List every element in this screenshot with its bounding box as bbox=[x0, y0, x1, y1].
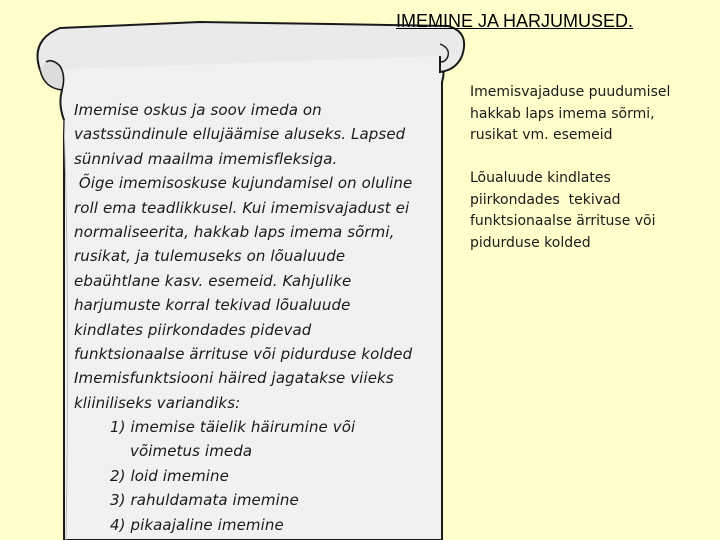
main-text-line: rusikat, ja tulemuseks on lõualuude bbox=[74, 247, 346, 266]
list-item: 1) imemise täielik häirumine või bbox=[110, 418, 356, 437]
side-note-line: funktsionaalse ärrituse või bbox=[470, 213, 656, 229]
list-item-continuation: võimetus imeda bbox=[130, 442, 253, 461]
main-text-line: harjumuste korral tekivad lõualuude bbox=[74, 296, 351, 315]
side-note-line: Imemisvajaduse puudumisel bbox=[470, 84, 671, 100]
list-item: 3) rahuldamata imemine bbox=[110, 491, 299, 510]
side-note-jaw-regions bbox=[470, 168, 710, 254]
main-text-line: roll ema teadlikkusel. Kui imemisvajadust ei bbox=[74, 198, 410, 217]
page-title: IMEMINE JA HARJUMUSED. bbox=[396, 11, 634, 31]
side-note-line: Lõualuude kindlates bbox=[470, 170, 611, 186]
main-text-line: sünnivad maailma imemisfleksiga. bbox=[74, 149, 338, 168]
main-text-line: normaliseerita, hakkab laps imema sõrmi, bbox=[74, 222, 395, 241]
main-text-line: kliiniliseks variandiks: bbox=[74, 393, 241, 412]
main-text-line: vastssündinule ellujäämise aluseks. Lapsed bbox=[74, 125, 406, 144]
side-note-line: piirkondades tekivad bbox=[470, 191, 621, 208]
main-text-line: kindlates piirkondades pidevad bbox=[74, 320, 312, 339]
list-item: 4) pikaajaline imemine bbox=[110, 515, 284, 534]
side-note-line: hakkab laps imema sõrmi, bbox=[470, 105, 655, 122]
main-text-line: funktsionaalse ärrituse või pidurduse kolded bbox=[74, 344, 413, 363]
main-text-line: Imemisfunktsiooni häired jagatakse viieks bbox=[74, 369, 394, 388]
main-text-line: Imemise oskus ja soov imeda on bbox=[74, 101, 322, 119]
main-text-line: Õige imemisoskuse kujundamisel on oluline bbox=[74, 174, 413, 193]
list-item: 2) loid imemine bbox=[110, 466, 229, 485]
main-text bbox=[74, 98, 439, 537]
side-note-line: rusikat vm. esemeid bbox=[470, 127, 613, 143]
main-text-line: ebaühtlane kasv. esemeid. Kahjulike bbox=[74, 271, 352, 290]
side-note-sucking-need bbox=[470, 82, 710, 147]
side-note-line: pidurduse kolded bbox=[470, 234, 591, 251]
